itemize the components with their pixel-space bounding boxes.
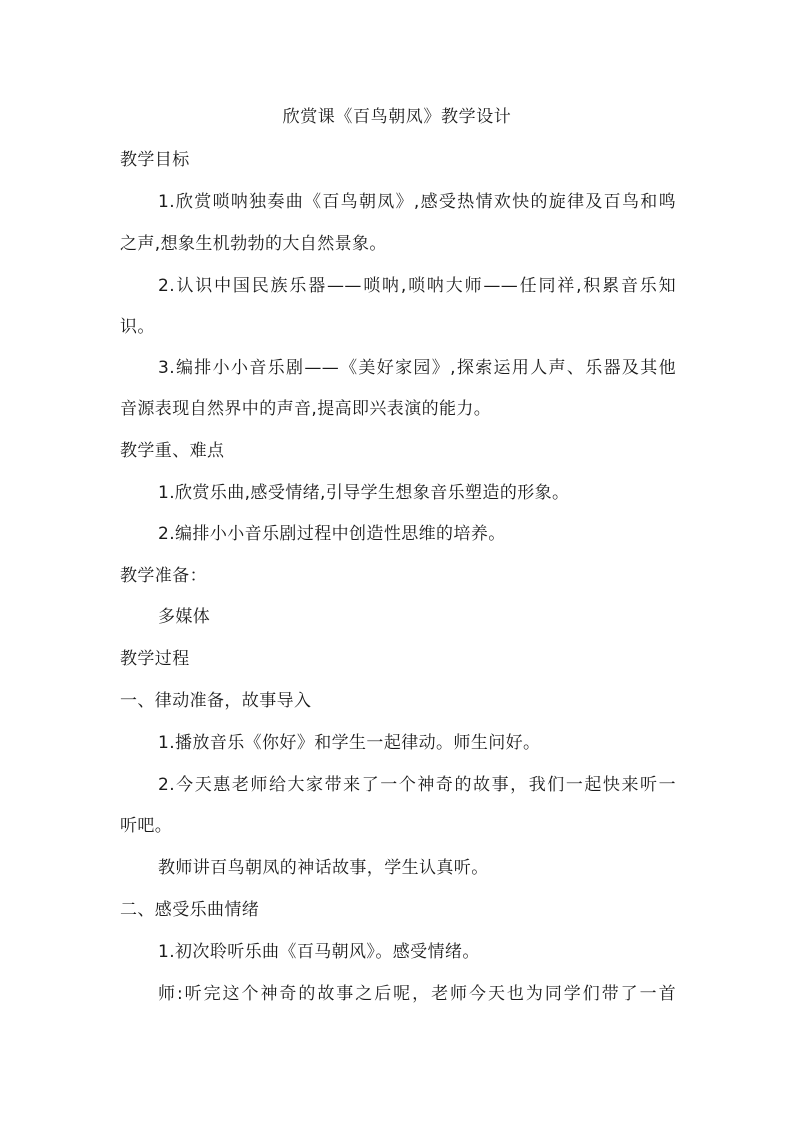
part-2-step-2: 师:听完这个神奇的故事之后呢，老师今天也为同学们带了一首 (158, 984, 676, 1004)
part-1-step-3: 教师讲百鸟朝凤的神话故事，学生认真听。 (158, 858, 489, 878)
preparation-heading: 教学准备： (120, 566, 207, 586)
part-1-step-1: 1.播放音乐《你好》和学生一起律动。师生问好。 (158, 733, 541, 753)
keypoint-1: 1.欣赏乐曲,感受情绪,引导学生想象音乐塑造的形象。 (158, 483, 570, 503)
part-1-step-2-line-1: 2.今天惠老师给大家带来了一个神奇的故事，我们一起快来听一 (158, 775, 676, 795)
part-1-heading: 一、律动准备，故事导入 (120, 691, 312, 711)
objective-1-line-2: 之声,想象生机勃勃的大自然景象。 (120, 234, 387, 254)
objectives-heading: 教学目标 (120, 150, 190, 170)
objective-2-line-1: 2.认识中国民族乐器——唢呐,唢呐大师——任同祥,积累音乐知 (158, 276, 676, 296)
objective-3-line-2: 音源表现自然界中的声音,提高即兴表演的能力。 (120, 399, 492, 419)
preparation-item: 多媒体 (158, 607, 211, 627)
keypoint-2: 2.编排小小音乐剧过程中创造性思维的培养。 (158, 524, 506, 544)
part-2-heading: 二、感受乐曲情绪 (120, 900, 260, 920)
document-title: 欣赏课《百鸟朝凤》教学设计 (282, 107, 512, 127)
objective-3-line-1: 3.编排小小音乐剧——《美好家园》,探索运用人声、乐器及其他 (158, 358, 676, 378)
part-1-step-2-line-2: 听吧。 (120, 816, 173, 836)
keypoints-heading: 教学重、难点 (120, 441, 225, 461)
objective-2-line-2: 识。 (120, 317, 155, 337)
part-2-step-1: 1.初次聆听乐曲《百马朝风》。感受情绪。 (158, 942, 480, 962)
objective-1-line-1: 1.欣赏唢呐独奏曲《百鸟朝凤》,感受热情欢快的旋律及百鸟和鸣 (158, 192, 676, 212)
process-heading: 教学过程 (120, 649, 190, 669)
